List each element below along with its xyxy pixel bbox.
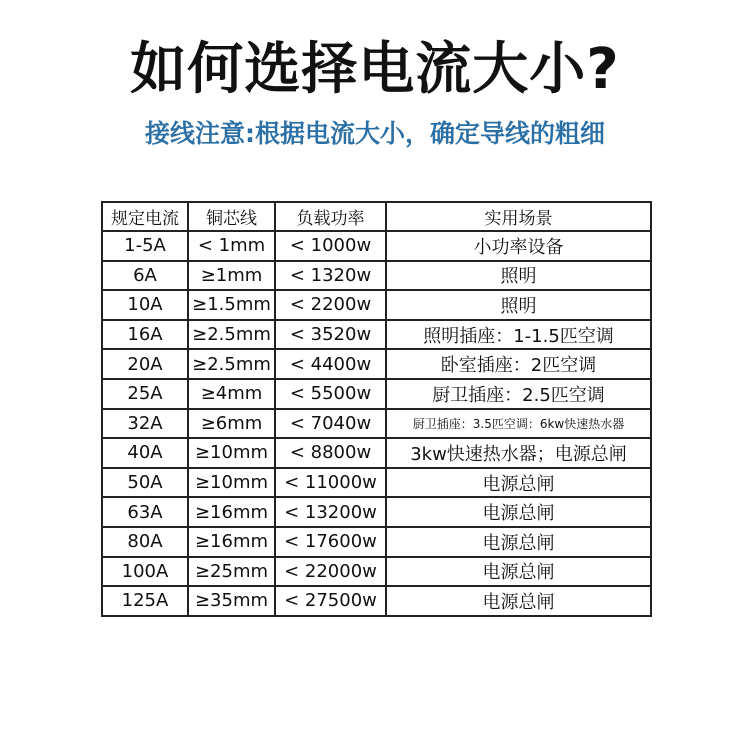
cell-scenario: 3kw快速热水器；电源总闸 xyxy=(386,438,651,468)
cell-scenario: 照明 xyxy=(386,290,651,320)
cell-power: < 22000w xyxy=(275,557,386,587)
cell-current: 80A xyxy=(102,527,188,557)
cell-current: 125A xyxy=(102,586,188,616)
table-row xyxy=(102,379,651,409)
cell-current: 40A xyxy=(102,438,188,468)
cell-scenario: 电源总闸 xyxy=(386,557,651,587)
cell-wire: ≥2.5mm xyxy=(188,349,275,379)
cell-scenario: 电源总闸 xyxy=(386,497,651,527)
cell-wire: ≥4mm xyxy=(188,379,275,409)
cell-scenario: 厨卫插座：3.5匹空调：6kw快速热水器 xyxy=(386,409,651,439)
cell-power: < 4400w xyxy=(275,349,386,379)
cell-wire: ≥16mm xyxy=(188,497,275,527)
cell-scenario: 电源总闸 xyxy=(386,586,651,616)
cell-scenario: 电源总闸 xyxy=(386,468,651,498)
header-rated-current: 规定电流 xyxy=(102,202,188,231)
header-copper-wire: 铜芯线 xyxy=(188,202,275,231)
table-row xyxy=(102,557,651,587)
cell-power: < 27500w xyxy=(275,586,386,616)
current-spec-table xyxy=(101,201,652,617)
table-row xyxy=(102,320,651,350)
cell-power: < 2200w xyxy=(275,290,386,320)
cell-power: < 7040w xyxy=(275,409,386,439)
cell-scenario: 卧室插座：2匹空调 xyxy=(386,349,651,379)
table-row xyxy=(102,497,651,527)
table-row xyxy=(102,409,651,439)
cell-wire: ≥35mm xyxy=(188,586,275,616)
cell-wire: ≥1.5mm xyxy=(188,290,275,320)
table-row xyxy=(102,527,651,557)
cell-scenario: 小功率设备 xyxy=(386,231,651,261)
subtitle: 接线注意:根据电流大小，确定导线的粗细 xyxy=(145,119,605,148)
table-row xyxy=(102,290,651,320)
table-row xyxy=(102,349,651,379)
cell-power: < 13200w xyxy=(275,497,386,527)
table-row xyxy=(102,231,651,261)
cell-wire: ≥10mm xyxy=(188,438,275,468)
cell-scenario: 照明 xyxy=(386,261,651,291)
table-row xyxy=(102,468,651,498)
cell-scenario: 照明插座：1-1.5匹空调 xyxy=(386,320,651,350)
cell-wire: ≥2.5mm xyxy=(188,320,275,350)
cell-current: 20A xyxy=(102,349,188,379)
cell-wire: ≥10mm xyxy=(188,468,275,498)
page-title: 如何选择电流大小? xyxy=(130,37,620,102)
table-row xyxy=(102,438,651,468)
cell-current: 32A xyxy=(102,409,188,439)
cell-wire: ≥25mm xyxy=(188,557,275,587)
cell-current: 100A xyxy=(102,557,188,587)
cell-power: < 1000w xyxy=(275,231,386,261)
cell-power: < 1320w xyxy=(275,261,386,291)
cell-wire: < 1mm xyxy=(188,231,275,261)
cell-current: 10A xyxy=(102,290,188,320)
cell-current: 25A xyxy=(102,379,188,409)
cell-wire: ≥16mm xyxy=(188,527,275,557)
cell-current: 6A xyxy=(102,261,188,291)
cell-current: 50A xyxy=(102,468,188,498)
cell-power: < 11000w xyxy=(275,468,386,498)
cell-wire: ≥1mm xyxy=(188,261,275,291)
table-header-row xyxy=(102,202,651,231)
table-row xyxy=(102,586,651,616)
cell-power: < 5500w xyxy=(275,379,386,409)
cell-power: < 8800w xyxy=(275,438,386,468)
cell-power: < 17600w xyxy=(275,527,386,557)
header-usage-scenario: 实用场景 xyxy=(386,202,651,231)
cell-current: 63A xyxy=(102,497,188,527)
cell-wire: ≥6mm xyxy=(188,409,275,439)
header-load-power: 负载功率 xyxy=(275,202,386,231)
table-row xyxy=(102,261,651,291)
cell-scenario: 厨卫插座：2.5匹空调 xyxy=(386,379,651,409)
cell-current: 16A xyxy=(102,320,188,350)
cell-current: 1-5A xyxy=(102,231,188,261)
cell-scenario: 电源总闸 xyxy=(386,527,651,557)
cell-power: < 3520w xyxy=(275,320,386,350)
